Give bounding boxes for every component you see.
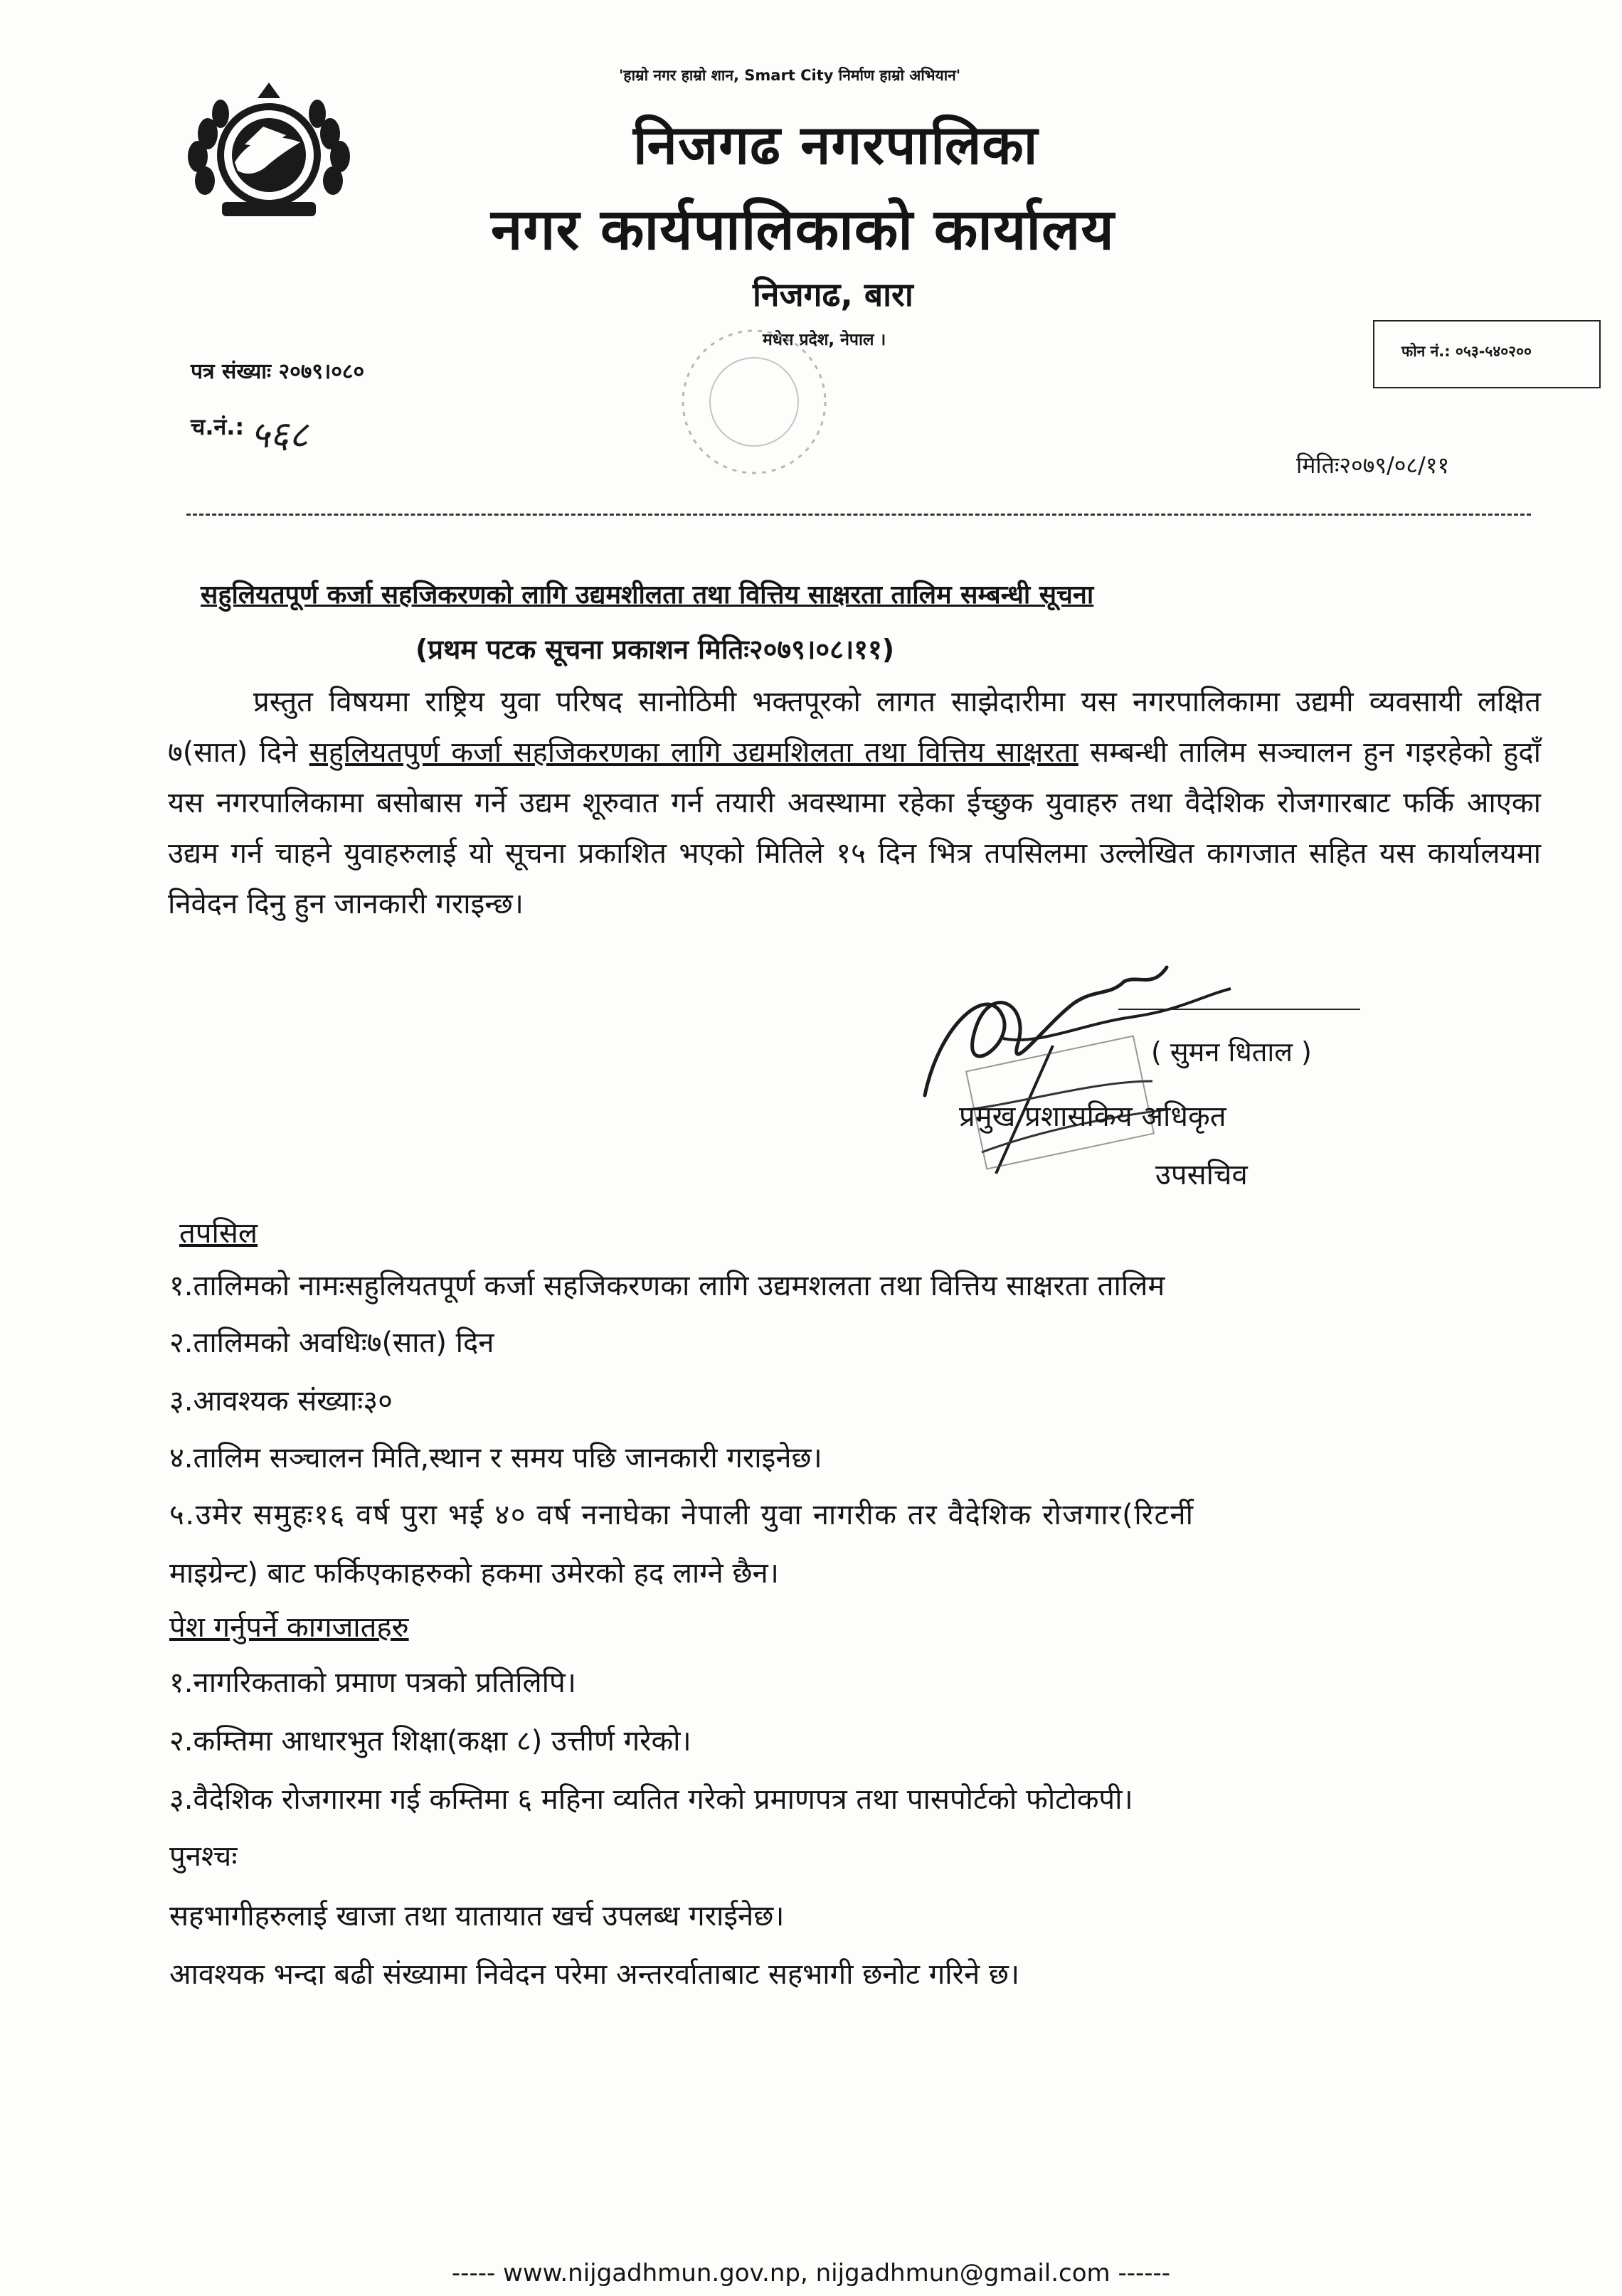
details-item: माइग्रेन्ट) बाट फर्किएकाहरुको हकमा उमेरको हद लाग्ने छैन। (169, 1557, 779, 1590)
postscript-item: सहभागीहरुलाई खाजा तथा यातायात खर्च उपलब्ध गराईनेछ। (169, 1900, 785, 1933)
document-item: ३.वैदेशिक रोजगारमा गई कम्तिमा ६ महिना व्यतित गरेको प्रमाणपत्र तथा पासपोर्टको फोटोकपी। (169, 1783, 1133, 1816)
notice-subject: सहुलियतपूर्ण कर्जा सहजिकरणको लागि उद्यमशीलता तथा वित्तिय साक्षरता तालिम सम्बन्धी सूचना (201, 580, 1094, 610)
training-name-underlined: सहुलियतपुर्ण कर्जा सहजिकरणका लागि उद्यमशिलता तथा वित्तिय साक्षरता (309, 736, 1078, 769)
document-item: १.नागरिकताको प्रमाण पत्रको प्रतिलिपि। (169, 1667, 576, 1699)
province-name: मधेस प्रदेश, नेपाल । (763, 331, 886, 349)
phone-box (1373, 320, 1601, 388)
phone-number: फोन नं.: ०५३-५४०२०० (1401, 343, 1532, 360)
faint-seal-stamp (676, 324, 832, 487)
notice-body (168, 677, 1541, 930)
signatory-title: प्रमुख प्रशासकिय अधिकृत (959, 1100, 1226, 1133)
details-item: २.तालिमको अवधिः७(सात) दिन (169, 1327, 494, 1359)
document-item: २.कम्तिमा आधारभुत शिक्षा(कक्षा ८) उत्तीर्ण गरेको। (169, 1725, 691, 1758)
notice-body-intro: प्रस्तुत विषयमा राष्ट्रिय युवा परिषद सानोठिमी भक्तपूरको लागत साझेदारीमा यस नगरपालिकामा उद्यमी व्यवसायी लक्षित ७(सात) दिने (168, 686, 1541, 769)
details-heading: तपसिल (179, 1217, 258, 1250)
dispatch-number: ५६८ (250, 414, 309, 457)
header-divider (186, 514, 1531, 516)
details-item: ४.तालिम सञ्चालन मिति,स्थान र समय पछि जानकारी गराइनेछ। (169, 1442, 822, 1474)
footer-contact: ----- www.nijgadhmun.gov.np, nijgadhmun@gmail.com ------ (451, 2259, 1171, 2287)
signature-line (1118, 1009, 1360, 1010)
office-name: नगर कार्यपालिकाको कार्यालय (491, 196, 1115, 262)
signatory-rank: उपसचिव (1155, 1159, 1248, 1191)
postscript-heading: पुनश्चः (169, 1840, 238, 1873)
publication-date: (प्रथम पटक सूचना प्रकाशन मितिः२०७९।०८।११) (415, 634, 895, 665)
reference-number: पत्र संख्याः २०७९।०८० (191, 359, 365, 384)
details-item: ३.आवश्यक संख्याः३० (169, 1385, 393, 1418)
details-item: ५.उमेर समुहः१६ वर्ष पुरा भई ४० वर्ष ननाघेका नेपाली युवा नागरीक तर वैदेशिक रोजगार(रिटर्नी (169, 1499, 1194, 1531)
documents-heading: पेश गर्नुपर्ने कागजातहरु (169, 1611, 409, 1644)
dispatch-label: च.नं.: (191, 413, 245, 440)
details-item: १.तालिमको नामःसहुलियतपूर्ण कर्जा सहजिकरणका लागि उद्यमशलता तथा वित्तिय साक्षरता तालिम (169, 1270, 1165, 1302)
letter-date: मितिः२०७९/०८/११ (1296, 452, 1450, 479)
city-name: निजगढ, बारा (753, 275, 913, 314)
municipality-emblem (179, 77, 359, 223)
municipality-name: निजगढ नगरपालिका (633, 113, 1039, 176)
postscript-item: आवश्यक भन्दा बढी संख्यामा निवेदन परेमा अन्तरर्वाताबाट सहभागी छनोट गरिने छ। (169, 1958, 1020, 1991)
notice-body-rest: सम्बन्धी तालिम सञ्चालन हुन गइरहेको हुदाँ यस नगरपालिकामा बसोबास गर्ने उद्यम शूरुवात गर्न तयारी अवस्थामा रहेका ईच्छुक युवाहरु तथा वैदेशिक रोजगारबाट फर्कि आएका उद्यम गर्न चाहने युवाहरुलाई यो सूचना प्रकाशित भएको मितिले १५ दिन भित्र तपसिलमा उल्लेखित कागजात सहित यस कार्यालयमा निवेदन दिनु हुन जानकारी गराइन्छ। (168, 736, 1541, 920)
slogan: 'हाम्रो नगर हाम्रो शान, Smart City निर्माण हाम्रो अभियान' (619, 67, 961, 84)
signatory-name: ( सुमन धिताल ) (1151, 1036, 1312, 1068)
